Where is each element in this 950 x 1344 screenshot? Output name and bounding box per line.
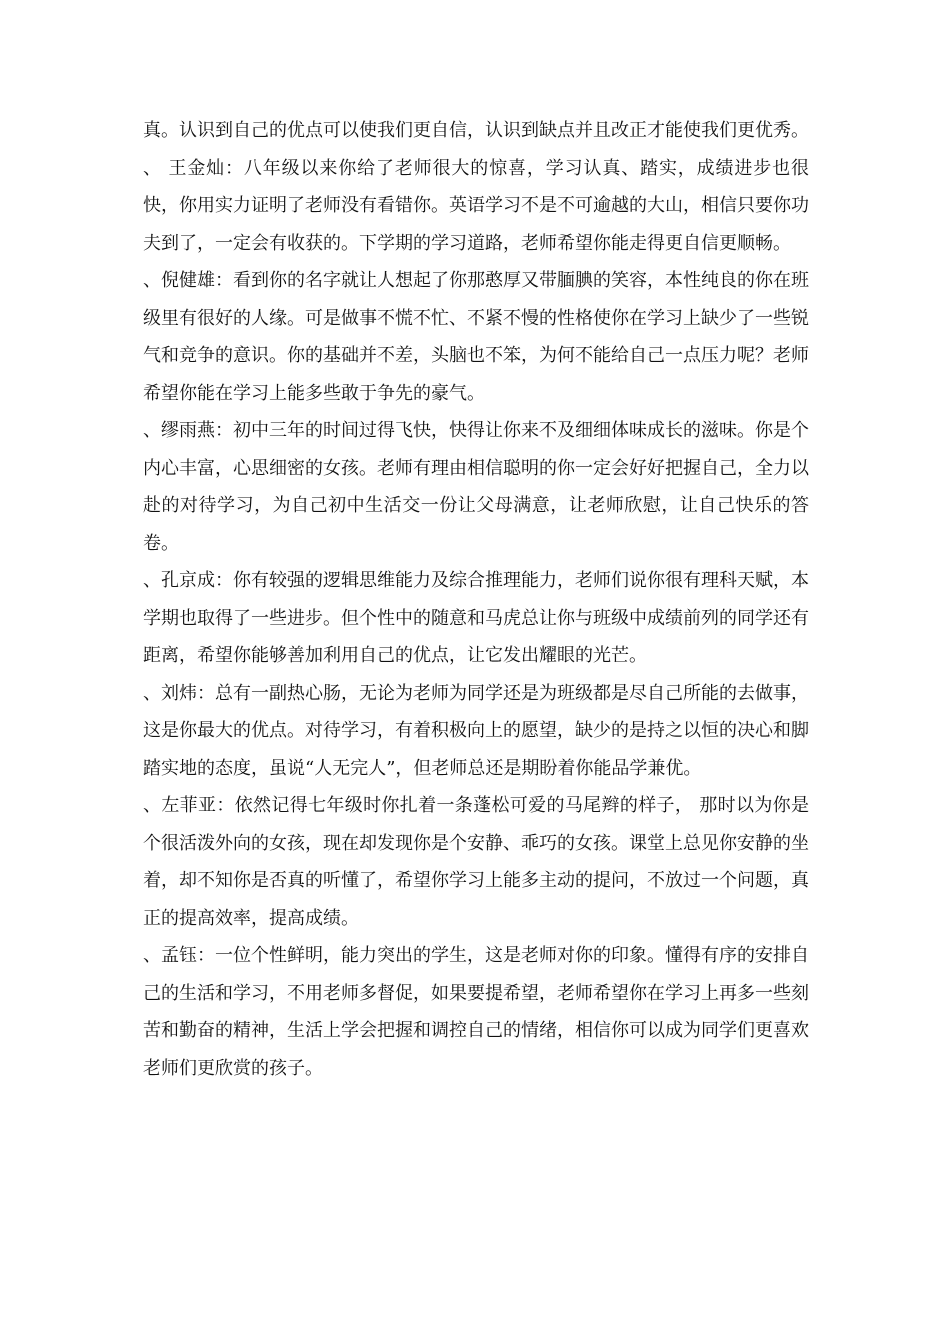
paragraph-comment-kong-jingcheng: 、孔京成：你有较强的逻辑思维能力及综合推理能力，老师们说你很有理科天赋，本学期也取得了一些进步。但个性中的随意和马虎总让你与班级中成绩前列的同学还有距离，希望你能够善加利用自己的优点，让它发出耀眼的光芒。 — [143, 570, 809, 666]
paragraph-comment-ni-jianxiong: 、倪健雄：看到你的名字就让人想起了你那憨厚又带腼腆的笑容，本性纯良的你在班级里有很好的人缘。可是做事不慌不忙、不紧不慢的性格使你在学习上缺少了一些锐气和竞争的意识。你的基础并不差，头脑也不笨，为何不能给自己一点压力呢？老师希望你能在学习上能多些敢于争先的豪气。 — [143, 270, 809, 404]
paragraph-comment-miao-yuyan: 、缪雨燕：初中三年的时间过得飞快，快得让你来不及细细体味成长的滋味。你是个内心丰富，心思细密的女孩。老师有理由相信聪明的你一定会好好把握自己，全力以赴的对待学习，为自己初中生活交一份让父母满意，让老师欣慰，让自己快乐的答卷。 — [143, 420, 809, 554]
paragraph-comment-zuo-feiya: 、左菲亚：依然记得七年级时你扎着一条蓬松可爱的马尾辫的样子， 那时以为你是个很活泼外向的女孩，现在却发现你是个安静、乖巧的女孩。课堂上总见你安静的坐着，却不知你是否真的听懂了，希望你学习上能多主动的提问，不放过一个问题，真正的提高效率，提高成绩。 — [143, 795, 809, 929]
paragraph-continued: 真。认识到自己的优点可以使我们更自信，认识到缺点并且改正才能使我们更优秀。 — [143, 120, 809, 141]
paragraph-comment-liu-wei: 、刘炜：总有一副热心肠，无论为老师为同学还是为班级都是尽自己所能的去做事，这是你最大的优点。对待学习，有着积极向上的愿望，缺少的是持之以恒的决心和脚踏实地的态度，虽说“人无完人”，但老师总还是期盼着你能品学兼优。 — [143, 682, 809, 779]
document-body — [143, 112, 809, 1087]
paragraph-comment-meng-yu: 、孟钰：一位个性鲜明，能力突出的学生，这是老师对你的印象。懂得有序的安排自己的生活和学习，不用老师多督促，如果要提希望，老师希望你在学习上再多一些刻苦和勤奋的精神，生活上学会把握和调控自己的情绪，相信你可以成为同学们更喜欢老师们更欣赏的孩子。 — [143, 945, 809, 1079]
paragraph-comment-wang-jincan: 、 王金灿：八年级以来你给了老师很大的惊喜，学习认真、踏实，成绩进步也很快，你用实力证明了老师没有看错你。英语学习不是不可逾越的大山，相信只要你功夫到了，一定会有收获的。下学期的学习道路，老师希望你能走得更自信更顺畅。 — [143, 157, 809, 254]
